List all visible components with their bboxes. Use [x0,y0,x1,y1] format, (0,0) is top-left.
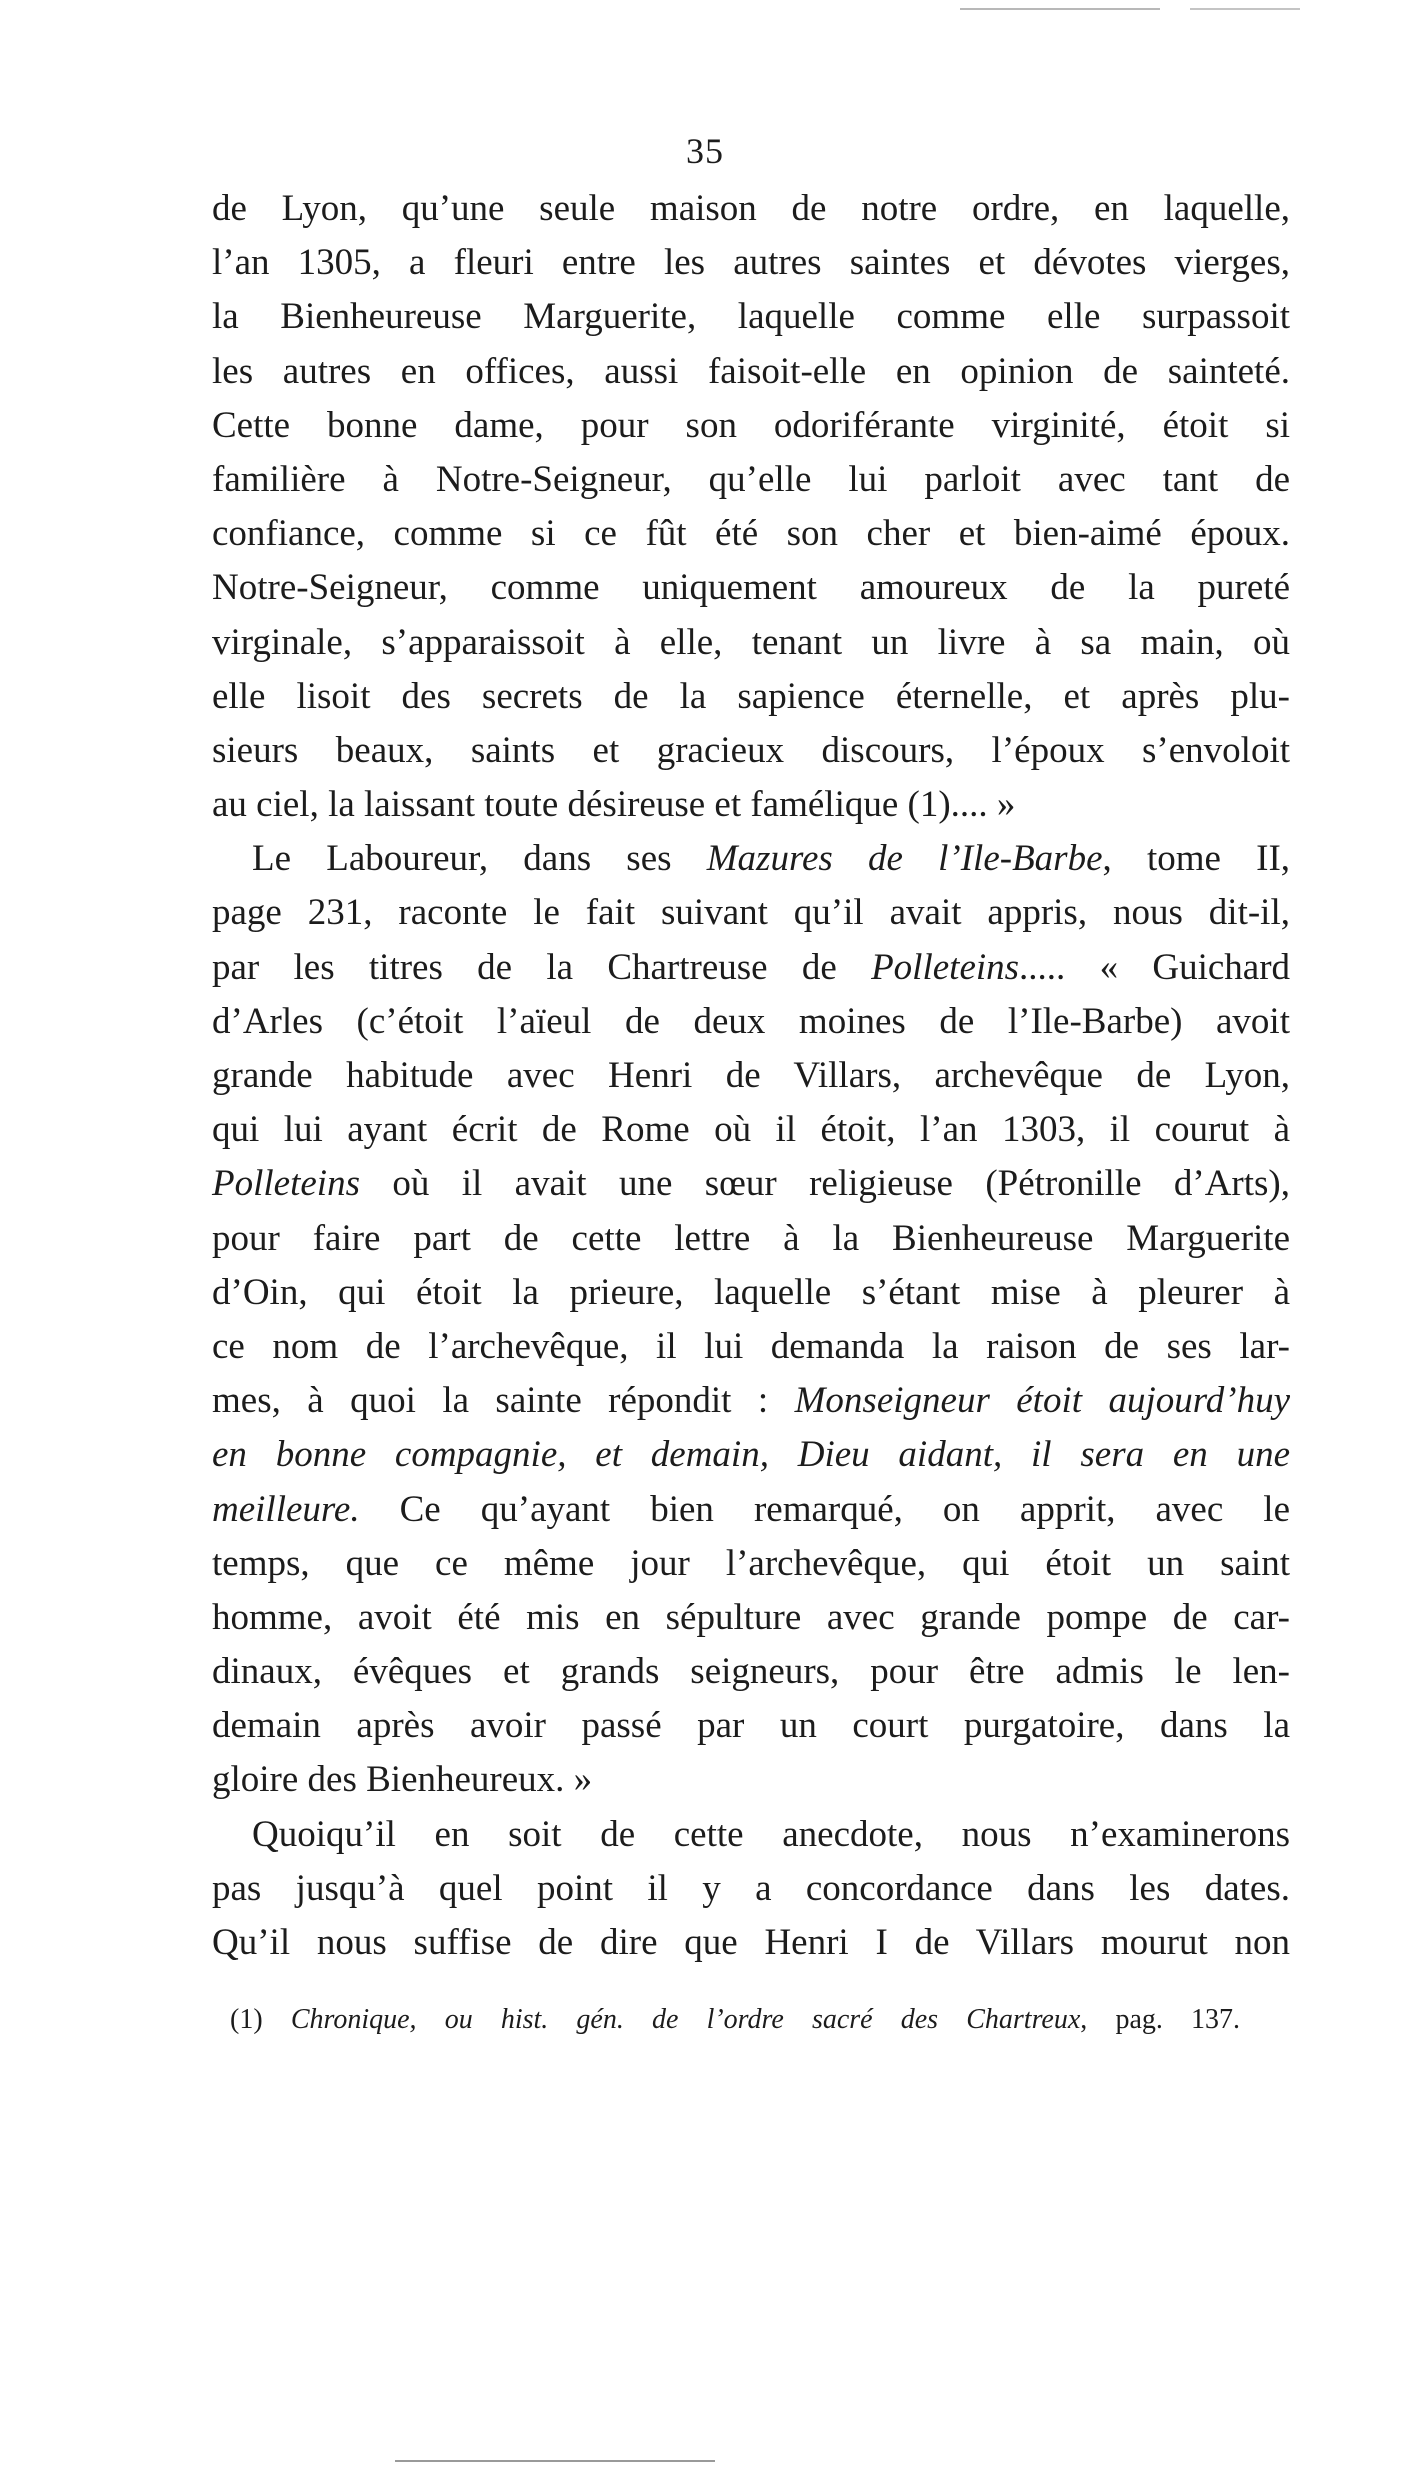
text-line: d’Oin, qui étoit la prieure, laquelle s’étant mise à pleurer à [212,1271,1290,1313]
text-line: dinaux, évêques et grands seigneurs, pour être admis le len- [212,1651,1290,1693]
text-line [212,1483,1290,1537]
text-line: Notre-Seigneur, comme uniquement amoureux de la pureté [212,567,1290,609]
text-line: familière à Notre-Seigneur, qu’elle lui parloit avec tant de [212,458,1290,500]
page-number: 35 [686,131,724,171]
text-line: homme, avoit été mis en sépulture avec grande pompe de car- [212,1596,1290,1638]
italic-quote: Monseigneur étoit aujourd’huy [794,1380,1290,1422]
footnote [230,2000,1240,2040]
text-line: au ciel, la laissant toute désireuse et famélique (1).... » [212,784,1016,826]
text-line: ce nom de l’archevêque, il lui demanda la raison de ses lar- [212,1325,1290,1367]
text-line: grande habitude avec Henri de Villars, archevêque de Lyon, [212,1055,1290,1096]
text-line: Quoiqu’il en soit de cette anecdote, nous n’examinerons [252,1813,1290,1855]
text-span: par les titres de la Chartreuse de [212,946,837,988]
text-line: temps, que ce même jour l’archevêque, qui étoit un saint [212,1542,1290,1584]
footnote-title: Chronique, ou hist. gén. de l’ordre sacré des Chartreux [290,2004,1081,2035]
text-line: virginale, s’apparaissoit à elle, tenant un livre à sa main, où [212,621,1290,663]
text-line: sieurs beaux, saints et gracieux discours, l’époux s’envoloit [212,729,1290,771]
text-line: qui lui ayant écrit de Rome où il étoit, l’an 1303, il courut à [212,1109,1290,1151]
text-line: de Lyon, qu’une seule maison de notre ordre, en laquelle, [212,188,1290,229]
text-line [212,832,1290,886]
text-line: Cette bonne dame, pour son odoriférante virginité, étoit si [212,404,1290,446]
text-line: l’an 1305, a fleuri entre les autres saintes et dévotes vierges, [212,242,1290,284]
text-line: elle lisoit des secrets de la sapience éternelle, et après plu- [212,675,1290,717]
text-line: pas jusqu’à quel point il y a concordance dans les dates. [212,1867,1290,1909]
body-text [212,182,1290,1970]
top-rule [960,8,1160,10]
text-span: Ce qu’ayant bien remarqué, on apprit, avec le [359,1488,1290,1530]
text-line: gloire des Bienheureux. » [212,1759,593,1801]
text-line [212,1157,1290,1211]
text-line: demain après avoir passé par un court purgatoire, dans la [212,1705,1290,1747]
text-line [212,1428,1290,1482]
text-line [212,941,1290,995]
italic-place: Polleteins [871,946,1020,988]
text-line: la Bienheureuse Marguerite, laquelle comme elle surpassoit [212,296,1290,338]
text-line: Qu’il nous suffise de dire que Henri I de Villars mourut non [212,1922,1290,1963]
text-span: mes, à quoi la sainte répondit : [212,1380,769,1422]
text-line: pour faire part de cette lettre à la Bienheureuse Marguerite [212,1217,1290,1259]
text-span: , tome II, [1102,838,1291,880]
italic-quote: en bonne compagnie, et demain, Dieu aidant, il sera en une [212,1434,1290,1476]
footnote-marker: (1) [230,2004,263,2035]
text-line [212,1374,1290,1428]
text-line: page 231, raconte le fait suivant qu’il avait appris, nous dit-il, [212,892,1290,934]
italic-place: Polleteins [212,1163,360,1205]
text-line: d’Arles (c’étoit l’aïeul de deux moines de l’Ile-Barbe) avoit [212,1000,1290,1042]
text-line: les autres en offices, aussi faisoit-elle en opinion de sainteté. [212,350,1290,392]
text-span: où il avait une sœur religieuse (Pétronille d’Arts), [359,1163,1290,1205]
text-line: confiance, comme si ce fût été son cher et bien-aimé époux. [212,513,1290,555]
text-span: ..... « Guichard [1019,946,1291,988]
italic-title: Mazures de l’Ile-Barbe [706,838,1103,880]
text-span: Le Laboureur, dans ses [252,838,672,880]
italic-quote: meilleure. [212,1488,360,1530]
footnote-page: , pag. 137. [1080,2004,1241,2035]
bottom-rule [395,2460,715,2462]
top-rule-2 [1190,8,1300,10]
